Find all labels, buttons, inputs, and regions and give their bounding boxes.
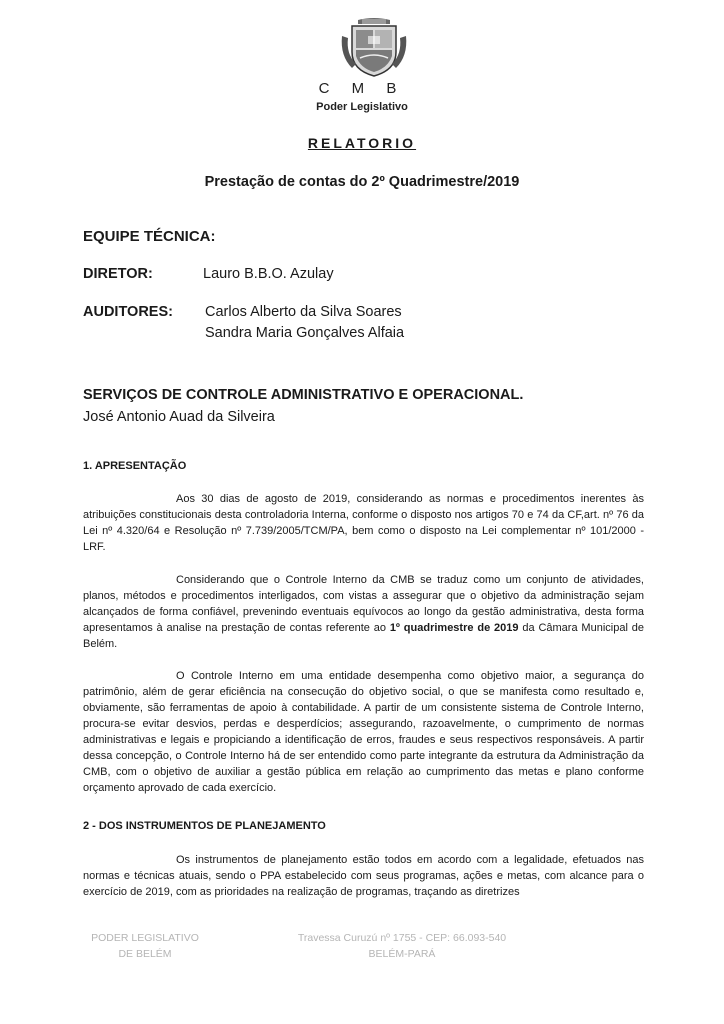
director-name: Lauro B.B.O. Azulay xyxy=(203,266,334,282)
document-title: RELATORIO xyxy=(307,135,417,151)
services-heading: SERVIÇOS DE CONTROLE ADMINISTRATIVO E OPERACIONAL. xyxy=(83,387,524,403)
paragraph-2 xyxy=(83,572,644,652)
section-2-heading: 2 - DOS INSTRUMENTOS DE PLANEJAMENTO xyxy=(83,820,326,832)
org-acronym: C M B xyxy=(318,80,406,97)
auditor-name-1: Carlos Alberto da Silva Soares xyxy=(205,304,402,320)
footer-org-line-1: PODER LEGISLATIVO xyxy=(91,932,199,944)
services-person: José Antonio Auad da Silveira xyxy=(83,409,275,425)
auditors-label: AUDITORES: xyxy=(83,304,173,320)
auditor-name-2: Sandra Maria Gonçalves Alfaia xyxy=(205,325,405,341)
footer-address-line-2: BELÉM-PARÁ xyxy=(368,948,436,960)
document-subtitle: Prestação de contas do 2º Quadrimestre/2019 xyxy=(204,174,520,190)
paragraph-2-bold: 1º quadrimestre de 2019 xyxy=(389,622,519,634)
org-name: Poder Legislativo xyxy=(316,101,408,113)
footer-address xyxy=(272,930,532,962)
footer-org xyxy=(80,930,210,962)
coat-of-arms-icon xyxy=(338,16,410,80)
director-label: DIRETOR: xyxy=(83,266,153,282)
footer-org-line-2: DE BELÉM xyxy=(118,948,172,960)
team-heading: EQUIPE TÉCNICA: xyxy=(83,228,216,245)
section-1-heading: 1. APRESENTAÇÃO xyxy=(83,460,187,472)
footer-address-line-1: Travessa Curuzú nº 1755 - CEP: 66.093-540 xyxy=(297,932,507,944)
paragraph-2-end: da Câmara Municipal de Belém. xyxy=(83,622,644,650)
paragraph-4: Os instrumentos de planejamento estão todos em acordo com a legalidade, efetuados nas normas e técnicas atuais, sendo o PPA estabelecido com seus programas, ações e metas, com alcance para o exercício de 2019, com as prioridades na realização de programas, traçando as diretrizes xyxy=(83,854,644,898)
paragraph-3: O Controle Interno em uma entidade desempenha como objetivo maior, a segurança do patrimônio, além de gerar eficiência na consecução do objetivo social, o que se manifesta como resultado e, obviamente, são ferramentas de apoio à contabilidade. A partir de um consistente sistema de Controle Interno, procura-se evitar desvios, perdas e desperdícios; assegurando, razoavelmente, o cumprimento de normas administrativas e legais e propiciando a identificação de erros, fraudes e seus respectivos responsáveis. A partir dessa concepção, o Controle Interno há de ser entendido como parte integrante da estrutura da Administração da CMB, com o objetivo de auxiliar a gestão pública em relação ao cumprimento das metas e plano conforme orçamento aprovado de cada exercício. xyxy=(83,670,644,794)
paragraph-1: Aos 30 dias de agosto de 2019, considerando as normas e procedimentos inerentes às atribuições constitucionais desta controladoria Interna, conforme o disposto nos artigos 70 e 74 da CF,art. nº 76 da Lei nº 4.320/64 e Resolução nº 7.739/2005/TCM/PA, bem como o disposto na Lei complementar nº 101/2000 - LRF. xyxy=(83,493,644,553)
paragraph-2-text: Considerando que o Controle Interno da CMB se traduz como um conjunto de atividades, planos, métodos e procedimentos interligados, com vistas a assegurar que o objetivo da administração sejam alcançados de forma confiável, prevenindo eventuais equívocos ao longo da gestão administrativa, desta forma apresentamos à analise na prestação de contas referente ao xyxy=(83,574,644,634)
